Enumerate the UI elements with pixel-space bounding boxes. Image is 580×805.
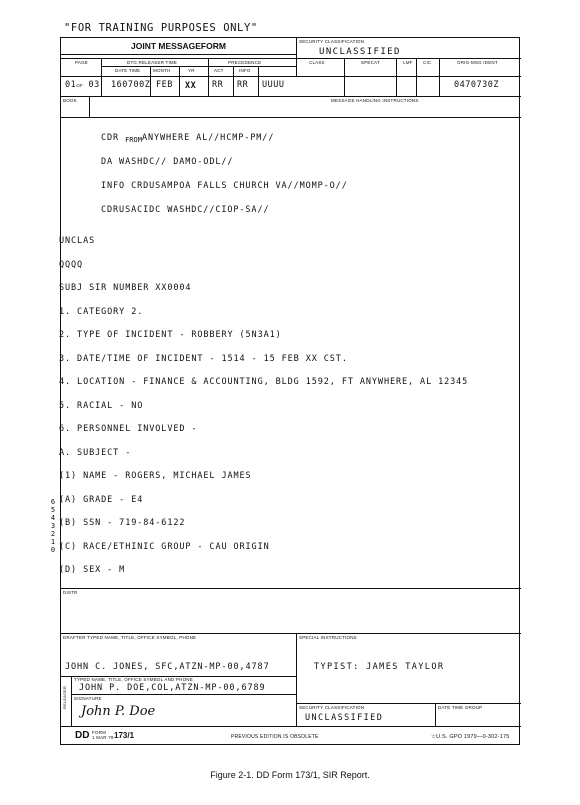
body-line: SUBJ SIR NUMBER XX0004 (59, 283, 192, 293)
col-cic: CIC (423, 60, 432, 65)
address-line-3: INFO CRDUSAMPOA FALLS CHURCH VA//MOMP-O// (101, 181, 348, 191)
line-count-number: 4 (50, 514, 56, 522)
line-count-number: 1 (50, 538, 56, 546)
body-line: (A) GRADE - E4 (59, 494, 144, 505)
col-precedence: PRECEDENCE (228, 60, 262, 65)
body-line: 5. RACIAL - NO (59, 400, 144, 411)
joint-messageform (60, 37, 520, 745)
drafter-value: JOHN C. JONES, SFC,ATZN-MP-00,4787 (65, 662, 270, 672)
info-value: RR (237, 80, 249, 90)
form-date-block: FORM 1 MAR 79 (92, 730, 114, 740)
col-specat: SPECAT (361, 60, 380, 65)
yr-value: XX (185, 81, 197, 91)
act-value: RR (212, 80, 224, 90)
special-instructions-value: TYPIST: JAMES TAYLOR (314, 662, 445, 672)
col-orig-msg-ident: ORIG-MSG IDENT (457, 60, 498, 65)
body-line: UNCLAS (59, 236, 96, 246)
body-line: 1. CATEGORY 2. (59, 306, 144, 317)
security-label: SECURITY CLASSIFICATION (299, 39, 365, 44)
line-count-number: 3 (50, 522, 56, 530)
typed-name-label: TYPED NAME, TITLE, OFFICE SYMBOL AND PHONE (74, 677, 193, 682)
body-line: 4. LOCATION - FINANCE & ACCOUNTING, BLDG 1592, FT ANYWHERE, AL 12345 (59, 377, 469, 387)
security-classification-label: SECURITY CLASSIFICATION (299, 705, 365, 710)
col-date-time: DATE TIME (115, 68, 141, 73)
releaser-signature: John P. Doe (81, 704, 156, 719)
body-line: (D) SEX - M (59, 565, 126, 575)
col-dtg: DTG RELEASER TIME (127, 60, 178, 65)
form-number: 173/1 (114, 731, 135, 740)
col-lmf: LMF (403, 60, 413, 65)
address-line-4: CDRUSACIDC WASHDC//CIOP-SA// (101, 205, 270, 215)
distr-label: DISTR (63, 590, 78, 595)
body-line: 2. TYPE OF INCIDENT - ROBBERY (5N3A1) (59, 330, 282, 340)
line-count-number: 0 (50, 546, 56, 554)
body-line: A. SUBJECT - (59, 447, 132, 458)
month-value: FEB (156, 80, 173, 90)
form-title: JOINT MESSAGEFORM (131, 41, 226, 51)
body-line: (1) NAME - ROGERS, MICHAEL JAMES (59, 471, 252, 481)
line-count-column (49, 498, 57, 554)
drafter-label: DRAFTER TYPED NAME, TITLE, OFFICE SYMBOL, PHONE (63, 635, 197, 640)
training-banner: "FOR TRAINING PURPOSES ONLY" (64, 22, 258, 34)
from-marker: FROM (125, 136, 142, 144)
body-line: 6. PERSONNEL INVOLVED - (59, 424, 198, 434)
message-handling-label: MESSAGE HANDLING INSTRUCTIONS (331, 98, 419, 103)
releaser-label: RELEASER (61, 686, 67, 709)
signature-label: SIGNATURE (74, 696, 102, 701)
col-month: MONTH (153, 68, 171, 73)
address-line-2: DA WASHDC// DAMO-ODL// (101, 157, 234, 167)
body-line: 3. DATE/TIME OF INCIDENT - 1514 - 15 FEB XX CST. (59, 353, 348, 364)
book-label: BOOK (63, 98, 77, 103)
figure-caption: Figure 2-1. DD Form 173/1, SIR Report. (210, 770, 370, 780)
special-instructions-label: SPECIAL INSTRUCTIONS (299, 635, 357, 640)
body-line: (B) SSN - 719-84-6122 (59, 518, 186, 528)
dd-label: DD (75, 730, 90, 741)
line-count-number: 5 (50, 506, 56, 514)
bottom-security-value: UNCLASSIFIED (305, 713, 384, 723)
col-yr: YR (188, 68, 195, 73)
line-count-number: 2 (50, 530, 56, 538)
address-line-1: CDR $_{FROM}$ANYWHERE AL//HCMP-PM// (101, 133, 275, 144)
col-page: PAGE (75, 60, 88, 65)
orig-msg-ident-value: 0470730Z (454, 80, 499, 90)
date-time-value: 160700Z (111, 80, 151, 90)
body-line: (C) RACE/ETHINIC GROUP - CAU ORIGIN (59, 541, 270, 552)
class-value: UUUU (262, 80, 285, 90)
security-value: UNCLASSIFIED (319, 47, 401, 57)
col-info: INFO (239, 68, 251, 73)
line-count-number: 6 (50, 498, 56, 506)
gpo-note: ☆U.S. GPO 1979—0-302-175 (431, 734, 510, 740)
col-class: CLASS (309, 60, 325, 65)
page-number: 01OF 03 (65, 80, 100, 90)
col-act: ACT (214, 68, 224, 73)
releaser-value: JOHN P. DOE,COL,ATZN-MP-00,6789 (79, 683, 266, 693)
date-time-group-label: DATE TIME GROUP (438, 705, 483, 710)
body-line: QQQQ (59, 259, 84, 270)
previous-edition-note: PREVIOUS EDITION IS OBSOLETE (231, 734, 319, 740)
